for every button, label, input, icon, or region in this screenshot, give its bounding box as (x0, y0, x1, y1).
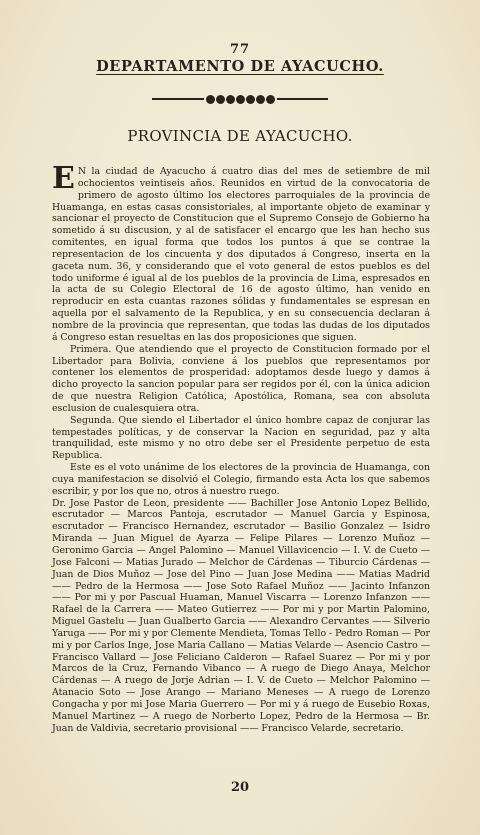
drop-cap: E (52, 161, 75, 196)
folio-number: 20 (230, 780, 250, 795)
ornament-bead-icon (246, 95, 255, 104)
paragraph-primera: Primera. Que atendiendo que el proyecto de Constitucion formado por el Libertador para Bolivia, conviene á los pueblos que representamos por contener los elementos de prosperidad: adoptamos desde luego y damos á dicho proyecto la sancion popular para ser regidos por él, con la única adicion de que nuestra Religion Católica, Apostólica, Romana, sea con absoluta esclusion de cualesquiera otra. (52, 343, 430, 414)
section-title: PROVINCIA DE AYACUCHO. (127, 127, 353, 145)
ornament-bead-icon (206, 95, 215, 104)
ornament-bead-icon (256, 95, 265, 104)
signatures: Dr. Jose Pastor de Leon, presidente —— Bachiller Jose Antonio Lopez Bellido, escrutador — Marcos Pantoja, escrutador — Manuel Garcia y Espinosa, escrutador — Francisco Hernandez, escrutador — Basilio Gonzalez — Isidro Miranda — Juan Miguel de Ayarza — Felipe Pilares — Lorenzo Muñoz — Geronimo Garcia — Angel Palomino — Manuel Villavicencio — I. V. de Cueto — Jose Falconi — Matias Jurado — Melchor de Cárdenas — Tiburcio Cárdenas — Juan de Dios Muñoz — Jose del Pino — Juan Jose Medina —— Matias Madrid —— Pedro de la Hermosa —— Jose Soto Rafael Muñoz —— Jacinto Infanzon —— Por mi y por Pascual Huaman, Manuel Viscarra — Lorenzo Infanzon —— Rafael de la Carrera —— Mateo Gutierrez —— Por mi y por Martin Palomino, Miguel Gastelu — Juan Gualberto Garcia —— Alexandro Cervantes —— Silverio Yaruga —— Por mi y por Clemente Mendieta, Tomas Tello - Pedro Roman — Por mi y por Carlos Inge, Jose Maria Callano — Matias Velarde — Asencio Castro — Francisco Vallard — Jose Feliciano Calderon — Rafael Suarez — Por mi y por Marcos de la Cruz, Fernando Vibanco — A ruego de Diego Anaya, Melchor Cárdenas — A ruego de Jorje Adrian — I. V. de Cueto — Melchor Palomino — Atanacio Soto — Jose Arango — Mariano Meneses — A ruego de Lorenzo Congacha y por mi Jose Maria Guerrero — Por mi y á ruego de Eusebio Roxas, Manuel Martinez — A ruego de Norberto Lopez, Pedro de la Hermosa — Br. Juan de Valdivia, secretario provisional —— Francisco Velarde, secretario. (52, 497, 430, 734)
ornament-bead-icon (266, 95, 275, 104)
paragraph-text: N la ciudad de Ayacucho á cuatro dias del mes de setiembre de mil ochocientos veintiseis años. Reunidos en virtud de la convocatoria de primero de agosto último los electores parroquiales de la provincia de Huamanga, en estas casas consistoriales, al importante objeto de examinar y sancionar el proyecto de Constitucion que el Supremo Consejo de Gobierno ha sometido á su discusion, y al de satisfacer el encargo que les han hecho sus comitentes, en igual forma que todos los puntos á que se contrae la representacion de los cincuenta y dos diputados á Congreso, inserta en la gaceta num. 36, y considerando que el voto general de estos pueblos es del todo uniforme é igual al de los pueblos de la provincia de Lima, espresados en la acta de su Colegio Electoral de 16 de agosto último, han venido en reproducir en esta cuantas razones sólidas y fundamentales se espresan en aquella por el salvamento de la Republica, y en su consecuencia declaran á nombre de la provincia que representan, que todas las dudas de los diputados á Congreso estan resueltas en las dos proposiciones que siguen. (52, 166, 430, 343)
paragraph-segunda: Segunda. Que siendo el Libertador el único hombre capaz de conjurar las tempestades políticas, y de conservar la Nacion en seguridad, paz y alta tranquilidad, este mismo y no otro debe ser el Presidente perpetuo de esta Republica. (52, 414, 430, 462)
paragraph-closing: Este es el voto unánime de los electores de la provincia de Huamanga, con cuya manifestacion se disolvió el Colegio, firmando esta Acta los que sabemos escribir, y por los que no, otros á nuestro ruego. (52, 462, 430, 497)
ornament-bead-icon (236, 95, 245, 104)
document-body (52, 161, 430, 735)
page-number: 77 (229, 42, 251, 57)
ornament-bead-icon (216, 95, 225, 104)
opening-paragraph (52, 161, 430, 344)
decorative-rule (152, 92, 328, 106)
ornament-bead-icon (226, 95, 235, 104)
department-heading: DEPARTAMENTO DE AYACUCHO. (96, 58, 384, 75)
